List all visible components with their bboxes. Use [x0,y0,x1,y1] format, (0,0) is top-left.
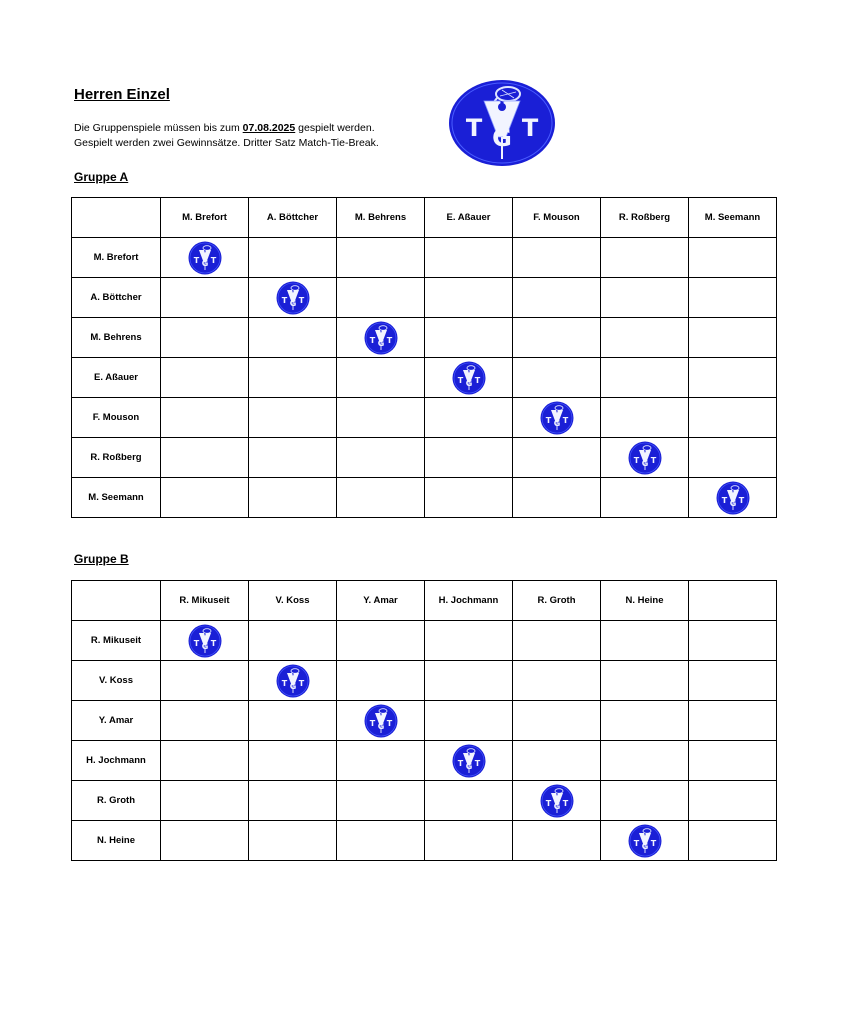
svg-text:T: T [474,375,480,385]
result-cell[interactable] [161,701,249,741]
self-match-cell [425,358,513,398]
result-cell[interactable] [249,238,337,278]
table-row [72,701,777,741]
empty-header-cell [689,581,777,621]
column-header: M. Seemann [689,198,777,238]
svg-text:T: T [281,678,287,688]
self-match-cell [689,478,777,518]
result-cell[interactable] [513,318,601,358]
self-match-cell [513,398,601,438]
result-cell[interactable] [161,661,249,701]
result-cell[interactable] [513,741,601,781]
table-row [72,661,777,701]
svg-text:G: G [289,681,296,691]
svg-text:T: T [210,255,216,265]
svg-text:G: G [377,721,384,731]
table-row [72,238,777,278]
result-cell[interactable] [337,438,425,478]
result-cell[interactable] [337,741,425,781]
column-header: V. Koss [249,581,337,621]
result-cell[interactable] [601,701,689,741]
group-a-title: Gruppe A [74,170,129,184]
header-row [72,581,777,621]
intro-line-1 [74,121,379,136]
row-header: V. Koss [72,661,161,701]
svg-text:T: T [281,295,287,305]
result-cell[interactable] [601,741,689,781]
result-cell[interactable] [161,278,249,318]
result-cell[interactable] [601,358,689,398]
svg-text:T: T [474,758,480,768]
result-cell[interactable] [249,821,337,861]
table-row [72,741,777,781]
result-cell[interactable] [337,278,425,318]
result-cell[interactable] [689,701,777,741]
result-cell[interactable] [601,661,689,701]
column-header: R. Mikuseit [161,581,249,621]
self-match-cell [513,781,601,821]
result-cell[interactable] [689,621,777,661]
row-header: N. Heine [72,821,161,861]
column-header: M. Behrens [337,198,425,238]
result-cell[interactable] [689,278,777,318]
tgt-logo-icon [276,664,310,698]
corner-cell [72,198,161,238]
column-header: R. Roßberg [601,198,689,238]
result-cell[interactable] [425,438,513,478]
corner-cell [72,581,161,621]
result-cell[interactable] [337,358,425,398]
result-cell[interactable] [161,398,249,438]
svg-text:T: T [465,114,483,142]
self-match-cell [249,661,337,701]
self-match-cell [425,741,513,781]
result-cell[interactable] [601,238,689,278]
result-cell[interactable] [689,318,777,358]
svg-text:T: T [298,678,304,688]
svg-text:T: T [298,295,304,305]
table-row [72,398,777,438]
result-cell[interactable] [689,238,777,278]
row-header: A. Böttcher [72,278,161,318]
svg-text:T: T [457,758,463,768]
svg-text:T: T [210,638,216,648]
svg-text:T: T [562,415,568,425]
svg-text:T: T [545,415,551,425]
intro-line-1-end: gespielt werden. [295,122,375,134]
intro-line-2: Gespielt werden zwei Gewinnsätze. Dritter Satz Match-Tie-Break. [74,137,379,149]
result-cell[interactable] [249,398,337,438]
tgt-logo-icon [716,481,750,515]
result-cell[interactable] [601,318,689,358]
result-cell[interactable] [425,398,513,438]
svg-text:T: T [633,455,639,465]
table-row [72,478,777,518]
result-cell[interactable] [425,701,513,741]
svg-text:T: T [457,375,463,385]
self-match-cell [337,318,425,358]
row-header: F. Mouson [72,398,161,438]
svg-text:T: T [633,838,639,848]
row-header: R. Groth [72,781,161,821]
self-match-cell [161,621,249,661]
result-cell[interactable] [249,781,337,821]
svg-text:G: G [289,298,296,308]
result-cell[interactable] [425,781,513,821]
column-header: H. Jochmann [425,581,513,621]
result-cell[interactable] [689,438,777,478]
result-cell[interactable] [601,478,689,518]
result-cell[interactable] [249,358,337,398]
result-cell[interactable] [425,318,513,358]
tgt-logo-icon [452,744,486,778]
result-cell[interactable] [249,621,337,661]
table-row [72,278,777,318]
column-header: N. Heine [601,581,689,621]
result-cell[interactable] [601,398,689,438]
result-cell[interactable] [161,438,249,478]
group-b-table [71,580,777,861]
result-cell[interactable] [513,621,601,661]
header-row [72,198,777,238]
column-header: A. Böttcher [249,198,337,238]
tgt-logo-icon [452,361,486,395]
result-cell[interactable] [337,661,425,701]
svg-text:T: T [545,798,551,808]
result-cell[interactable] [601,621,689,661]
table-row [72,821,777,861]
svg-text:T: T [386,335,392,345]
svg-text:T: T [650,455,656,465]
result-cell[interactable] [249,701,337,741]
tgt-logo-icon [628,441,662,475]
svg-text:G: G [729,498,736,508]
intro-text [74,121,379,151]
tgt-logo-icon [276,281,310,315]
result-cell[interactable] [689,741,777,781]
column-header: R. Groth [513,581,601,621]
table-row [72,438,777,478]
svg-text:T: T [369,335,375,345]
result-cell[interactable] [513,661,601,701]
result-cell[interactable] [601,781,689,821]
row-header: M. Seemann [72,478,161,518]
result-cell[interactable] [337,398,425,438]
result-cell[interactable] [161,478,249,518]
result-cell[interactable] [337,621,425,661]
svg-text:G: G [201,258,208,268]
svg-text:T: T [193,638,199,648]
svg-text:G: G [465,761,472,771]
row-header: R. Mikuseit [72,621,161,661]
tgt-logo-icon [540,401,574,435]
tgt-logo-icon [628,824,662,858]
result-cell[interactable] [425,661,513,701]
self-match-cell [601,438,689,478]
result-cell[interactable] [425,621,513,661]
result-cell[interactable] [601,278,689,318]
result-cell[interactable] [689,821,777,861]
column-header: Y. Amar [337,581,425,621]
row-header: M. Behrens [72,318,161,358]
result-cell[interactable] [161,318,249,358]
result-cell[interactable] [337,781,425,821]
row-header: E. Aßauer [72,358,161,398]
result-cell[interactable] [513,821,601,861]
self-match-cell [249,278,337,318]
svg-text:T: T [521,114,539,142]
result-cell[interactable] [689,661,777,701]
result-cell[interactable] [513,438,601,478]
svg-text:G: G [377,338,384,348]
column-header: E. Aßauer [425,198,513,238]
row-header: Y. Amar [72,701,161,741]
result-cell[interactable] [425,238,513,278]
svg-text:T: T [369,718,375,728]
intro-line-1-start: Die Gruppenspiele müssen bis zum [74,122,243,134]
tgt-logo-icon [364,321,398,355]
result-cell[interactable] [161,358,249,398]
result-cell[interactable] [513,238,601,278]
svg-text:G: G [553,801,560,811]
group-a-table [71,197,777,518]
self-match-cell [601,821,689,861]
result-cell[interactable] [337,478,425,518]
result-cell[interactable] [249,318,337,358]
page-title: Herren Einzel [74,86,170,103]
tgt-logo-icon [188,624,222,658]
self-match-cell [161,238,249,278]
result-cell[interactable] [689,781,777,821]
tgt-logo-icon [540,784,574,818]
result-cell[interactable] [249,478,337,518]
tgt-club-logo [448,79,556,167]
result-cell[interactable] [161,781,249,821]
result-cell[interactable] [425,821,513,861]
result-cell[interactable] [337,821,425,861]
result-cell[interactable] [689,358,777,398]
column-header: M. Brefort [161,198,249,238]
table-row [72,318,777,358]
result-cell[interactable] [161,741,249,781]
svg-text:G: G [465,378,472,388]
result-cell[interactable] [161,821,249,861]
self-match-cell [337,701,425,741]
column-header: F. Mouson [513,198,601,238]
svg-text:T: T [562,798,568,808]
tgt-logo-icon [188,241,222,275]
svg-text:T: T [193,255,199,265]
result-cell[interactable] [337,238,425,278]
svg-text:T: T [738,495,744,505]
table-row [72,358,777,398]
row-header: H. Jochmann [72,741,161,781]
result-cell[interactable] [425,278,513,318]
svg-text:T: T [650,838,656,848]
result-cell[interactable] [689,398,777,438]
result-cell[interactable] [249,741,337,781]
table-row [72,621,777,661]
svg-text:G: G [492,124,512,152]
svg-text:T: T [721,495,727,505]
result-cell[interactable] [425,478,513,518]
group-b-title: Gruppe B [74,552,129,566]
svg-text:G: G [201,641,208,651]
result-cell[interactable] [513,278,601,318]
tgt-logo-graphic [448,79,556,167]
result-cell[interactable] [513,478,601,518]
svg-text:G: G [641,841,648,851]
svg-text:T: T [386,718,392,728]
table-row [72,781,777,821]
deadline-date: 07.08.2025 [242,122,296,134]
result-cell[interactable] [513,358,601,398]
row-header: M. Brefort [72,238,161,278]
svg-text:G: G [553,418,560,428]
svg-text:G: G [641,458,648,468]
tgt-logo-icon [364,704,398,738]
row-header: R. Roßberg [72,438,161,478]
result-cell[interactable] [249,438,337,478]
result-cell[interactable] [513,701,601,741]
